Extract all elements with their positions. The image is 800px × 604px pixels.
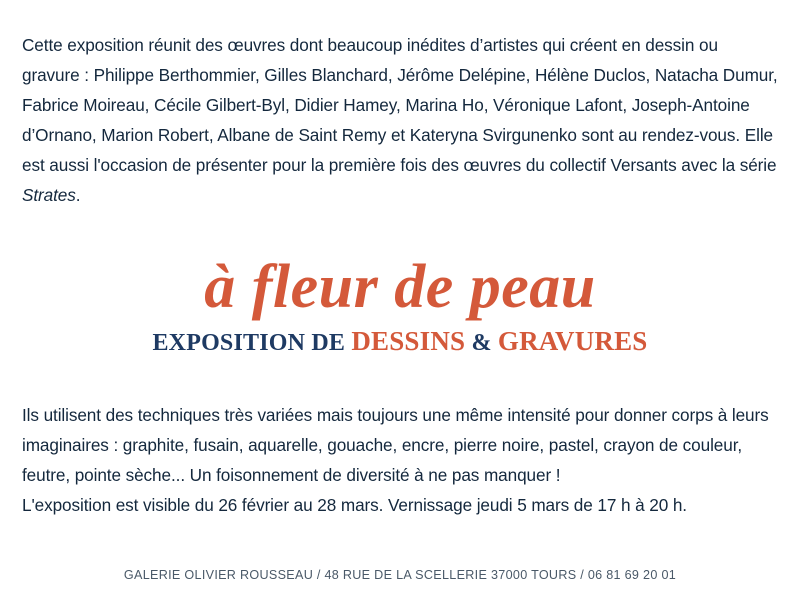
subtitle-ampersand: & (465, 330, 498, 356)
gallery-footer: GALERIE OLIVIER ROUSSEAU / 48 RUE DE LA SCELLERIE 37000 TOURS / 06 81 69 20 01 (123, 568, 677, 582)
exhibition-title: à fleur de peau (204, 253, 596, 321)
series-name: Strates (22, 185, 76, 205)
body-paragraph-1: Ils utilisent des techniques très variées mais toujours une même intensité pour donner corps à leurs imaginaires : graphite, fusain, aquarelle, gouache, encre, pierre noire, pastel, crayon de couleur, feutre, pointe sèche... Un foisonnement de diversité à ne pas manquer ! (22, 405, 769, 485)
body-paragraph-2: L'exposition est visible du 26 février au 28 mars. Vernissage jeudi 5 mars de 17 h à 20 h. (22, 495, 687, 515)
subtitle-prefix: EXPOSITION DE (152, 330, 352, 356)
intro-text-part1: Cette exposition réunit des œuvres dont beaucoup inédites d’artistes qui créent en dessin ou gravure : Philippe Berthommier, Gilles Blanchard, Jérôme Delépine, Hélène Duclos, Natacha Dumur, Fabrice Moireau, Cécile Gilbert-Byl, Didier Hamey, Marina Ho, Véronique Lafont, Joseph-Antoine d’Ornano, Marion Robert, Albane de Saint Remy et Kateryna Svirgunenko sont au rendez-vous. Elle est aussi l'occasion de présenter pour la première fois des œuvres du collectif Versants avec la série (22, 35, 778, 175)
intro-text-part2: . (75, 185, 81, 205)
subtitle-gravures: GRAVURES (497, 326, 648, 356)
intro-paragraph (22, 30, 778, 210)
flyer-page (0, 30, 800, 604)
title-block (22, 254, 778, 360)
subtitle-dessins: DESSINS (351, 326, 466, 356)
body-text (22, 400, 778, 520)
exhibition-subtitle (22, 324, 778, 360)
